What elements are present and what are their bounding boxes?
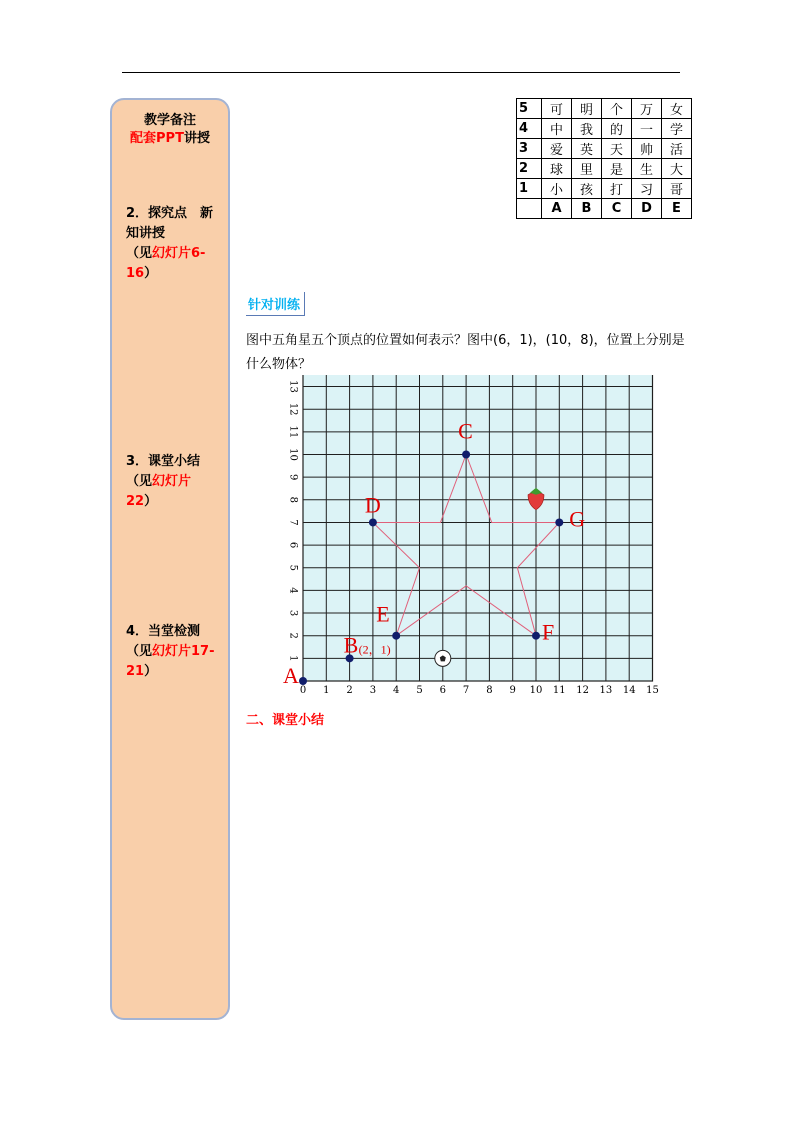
grid-row <box>517 139 692 159</box>
sidebar-item-title-cont: 知讲授 <box>126 226 166 241</box>
x-tick-label: 5 <box>416 685 423 696</box>
grid-row <box>517 159 692 179</box>
summary-heading: 二、课堂小结 <box>246 713 325 728</box>
grid-cell: 一 <box>632 119 662 139</box>
x-tick-label: 14 <box>622 685 636 696</box>
grid-cell: 的 <box>602 119 632 139</box>
y-tick-label: 1 <box>287 655 299 662</box>
x-tick-label: 3 <box>369 685 377 696</box>
column-label: B <box>572 199 602 219</box>
grid-cell: 学 <box>662 119 692 139</box>
grid-cell: 中 <box>542 119 572 139</box>
sidebar-item-ref <box>126 472 222 512</box>
x-tick-label: 6 <box>439 685 446 696</box>
column-label: A <box>542 199 572 219</box>
row-number: 1 <box>517 179 542 199</box>
grid-cell: 明 <box>572 99 602 119</box>
top-rule <box>122 72 680 73</box>
grid-column-header-row <box>517 199 692 219</box>
x-tick-label: 12 <box>576 685 589 696</box>
point-label-f: F <box>542 619 555 645</box>
grid-cell: 活 <box>662 139 692 159</box>
sidebar-item-title: 4．当堂检测 <box>126 624 201 639</box>
grid-cell: 大 <box>662 159 692 179</box>
y-tick-label: 5 <box>287 564 299 571</box>
x-tick-label: 1 <box>323 685 330 696</box>
sidebar-item-ref <box>126 244 222 284</box>
y-tick-label: 9 <box>287 473 299 481</box>
x-tick-label: 2 <box>346 685 353 696</box>
grid-cell: 天 <box>602 139 632 159</box>
grid-cell: 女 <box>662 99 692 119</box>
paren-close: ） <box>144 266 158 281</box>
grid-cell: 小 <box>542 179 572 199</box>
point-label-b: B <box>343 632 359 658</box>
point-label-e: E <box>376 601 390 627</box>
coordinate-grid-chart <box>280 375 660 705</box>
slide-ref: 幻灯片6-16 <box>126 246 206 281</box>
grid-cell: 哥 <box>662 179 692 199</box>
practice-question: 图中五角星五个顶点的位置如何表示？图中(6，1)，(10，8)，位置上分别是什么物体？ <box>246 333 685 372</box>
y-tick-label: 12 <box>287 402 299 416</box>
x-tick-label: 10 <box>529 685 543 696</box>
point-f <box>532 632 540 640</box>
x-tick-label: 11 <box>552 685 566 696</box>
column-label: D <box>632 199 662 219</box>
point-a <box>299 677 307 685</box>
grid-cell: 生 <box>632 159 662 179</box>
paren-close: ） <box>144 664 158 679</box>
grid-row <box>517 119 692 139</box>
point-annotation: (2，1) <box>358 642 391 657</box>
column-label: C <box>602 199 632 219</box>
point-label-c: C <box>458 418 473 444</box>
grid-cell: 是 <box>602 159 632 179</box>
grid-cell: 帅 <box>632 139 662 159</box>
grid-cell: 个 <box>602 99 632 119</box>
grid-cell: 可 <box>542 99 572 119</box>
paren-open: （见 <box>126 246 153 261</box>
grid-cell: 爱 <box>542 139 572 159</box>
grid-row <box>517 179 692 199</box>
practice-title: 针对训练 <box>246 292 305 316</box>
grid-cell: 万 <box>632 99 662 119</box>
slide-ref: 幻灯片22 <box>126 474 192 509</box>
y-tick-label: 8 <box>287 496 299 503</box>
point-label-d: D <box>364 492 381 518</box>
sidebar-item-explore <box>126 204 222 284</box>
sidebar-item-quiz <box>126 622 222 682</box>
sidebar-item-title: 3．课堂小结 <box>126 454 201 469</box>
point-label-g: G <box>569 506 586 532</box>
y-tick-label: 10 <box>287 448 299 461</box>
x-tick-label: 4 <box>393 685 400 696</box>
point-c <box>462 451 470 459</box>
y-tick-label: 7 <box>287 519 299 526</box>
row-number: 4 <box>517 119 542 139</box>
column-label: E <box>662 199 692 219</box>
sidebar-subtitle <box>112 130 228 148</box>
grid-cell: 英 <box>572 139 602 159</box>
grid-row <box>517 99 692 119</box>
character-grid-table <box>516 98 692 219</box>
grid-cell: 打 <box>602 179 632 199</box>
point-d <box>369 518 377 526</box>
y-tick-label: 6 <box>287 541 299 549</box>
row-number: 5 <box>517 99 542 119</box>
sidebar-subtitle-ppt: 配套PPT <box>130 131 184 146</box>
point-label-a: A <box>283 663 299 688</box>
sidebar-item-title: 2．探究点 新 <box>126 206 214 221</box>
y-tick-label: 2 <box>287 632 299 639</box>
x-tick-label: 8 <box>486 685 493 696</box>
sidebar-title: 教学备注 <box>143 113 196 128</box>
sidebar-subtitle-rest: 讲授 <box>183 131 210 146</box>
x-tick-label: 7 <box>462 685 470 696</box>
sidebar-item-ref <box>126 642 222 682</box>
paren-close: ） <box>144 494 158 509</box>
row-number: 2 <box>517 159 542 179</box>
slide-ref: 幻灯片17-21 <box>126 644 215 679</box>
corner-cell <box>517 199 542 219</box>
point-e <box>392 632 400 640</box>
teaching-notes-sidebar <box>110 98 230 1020</box>
sidebar-item-summary <box>126 452 222 512</box>
paren-open: （见 <box>126 644 153 659</box>
y-tick-label: 11 <box>287 425 299 439</box>
y-tick-label: 4 <box>287 587 299 594</box>
x-tick-label: 0 <box>299 685 307 696</box>
grid-cell: 我 <box>572 119 602 139</box>
x-tick-label: 13 <box>599 685 613 696</box>
y-tick-label: 3 <box>287 609 299 617</box>
x-tick-label: 9 <box>509 685 516 696</box>
grid-cell: 孩 <box>572 179 602 199</box>
row-number: 3 <box>517 139 542 159</box>
x-tick-label: 15 <box>646 685 659 696</box>
point-g <box>555 518 563 526</box>
paren-open: （见 <box>126 474 153 489</box>
y-tick-label: 13 <box>287 380 299 393</box>
grid-cell: 球 <box>542 159 572 179</box>
grid-cell: 里 <box>572 159 602 179</box>
grid-cell: 习 <box>632 179 662 199</box>
